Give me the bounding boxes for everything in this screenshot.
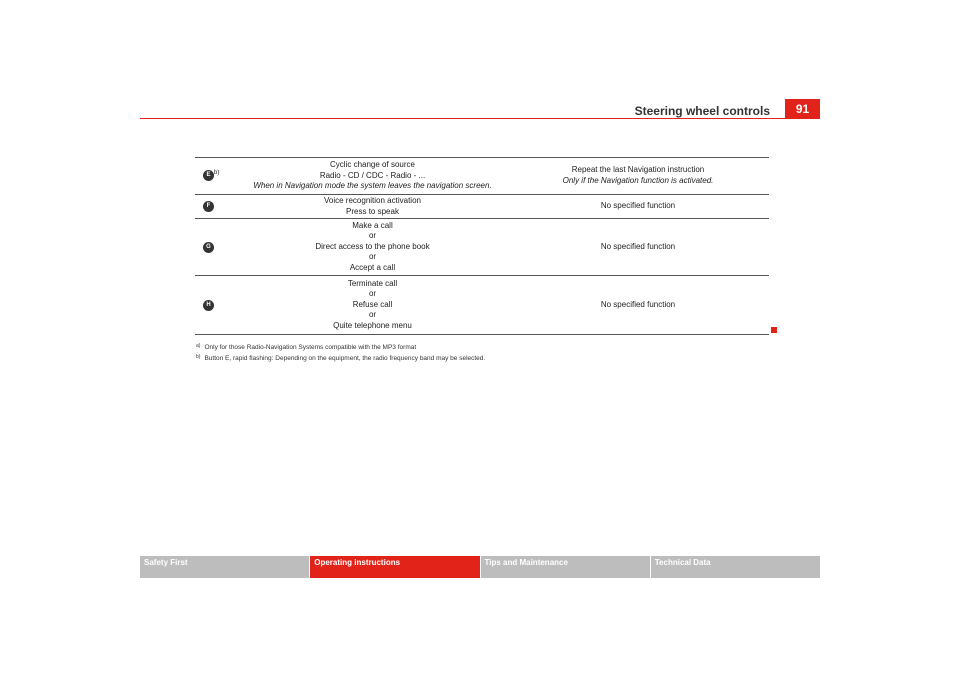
cell-line: Refuse call: [352, 299, 393, 309]
cell-line: or: [368, 231, 377, 241]
cell-line: No specified function: [600, 241, 676, 251]
cell-line: or: [368, 252, 377, 262]
function-cell: [238, 219, 507, 276]
navigation-function-cell: [507, 219, 769, 276]
navigation-function-cell: [507, 195, 769, 219]
cell-line: Make a call: [352, 220, 393, 230]
footnote-b: [196, 353, 485, 364]
function-cell: [238, 158, 507, 195]
cell-line: No specified function: [600, 299, 676, 309]
button-cell: [195, 276, 238, 335]
cell-line: Voice recognition activation: [324, 196, 421, 205]
footnote-mark: b): [196, 354, 201, 360]
circle-letter-icon: H: [203, 300, 214, 311]
button-cell: [195, 195, 238, 219]
red-square-end-icon: [771, 327, 777, 333]
function-cell: [238, 276, 507, 335]
footnote-text: Button E, rapid flashing: Depending on the equipment, the radio frequency band may be selected.: [204, 355, 486, 362]
function-cell: [238, 195, 507, 219]
footnotes: [196, 342, 485, 364]
circle-letter-icon: E: [203, 170, 214, 181]
nav-tab-technical-data[interactable]: Technical Data: [651, 556, 820, 578]
cell-line: Terminate call: [347, 278, 398, 288]
button-cell: [195, 158, 238, 195]
circle-letter-icon: F: [203, 201, 214, 212]
cell-line: No specified function: [600, 201, 676, 211]
navigation-function-cell: [507, 158, 769, 195]
cell-line: or: [368, 289, 377, 299]
cell-line: Press to speak: [346, 206, 399, 216]
nav-tab-tips-and-maintenance[interactable]: Tips and Maintenance: [481, 556, 650, 578]
footnote-mark: a): [196, 343, 201, 349]
cell-line: or: [368, 310, 377, 320]
circle-letter-icon: G: [203, 242, 214, 253]
cell-line: When in Navigation mode the system leaves the navigation screen.: [253, 181, 492, 191]
footnote-reference: b): [214, 170, 220, 177]
cell-line: Repeat the last Navigation instruction: [571, 165, 705, 175]
footnote-text: Only for those Radio-Navigation Systems compatible with the MP3 format: [204, 344, 417, 351]
footnote-a: [196, 342, 485, 353]
cell-line: Direct access to the phone book: [315, 241, 430, 251]
button-cell: [195, 219, 238, 276]
bottom-nav-bar: [140, 556, 820, 578]
navigation-function-cell: [507, 276, 769, 335]
header-divider: [140, 118, 820, 119]
cell-line: Only if the Navigation function is activated.: [562, 176, 714, 185]
nav-tab-safety-first[interactable]: Safety First: [140, 556, 309, 578]
nav-tab-operating-instructions[interactable]: Operating instructions: [310, 556, 479, 578]
cell-line: Radio - CD / CDC - Radio - ...: [319, 170, 426, 180]
cell-line: Cyclic change of source: [330, 160, 415, 170]
page-number-badge: 91: [785, 99, 820, 119]
table-row: [195, 219, 769, 276]
page-header-title: Steering wheel controls: [634, 104, 770, 118]
table-row: [195, 195, 769, 219]
table-row: [195, 158, 769, 195]
table-row: [195, 276, 769, 335]
cell-line: Accept a call: [349, 263, 396, 273]
cell-line: Quite telephone menu: [333, 321, 412, 331]
controls-table: [195, 157, 769, 335]
